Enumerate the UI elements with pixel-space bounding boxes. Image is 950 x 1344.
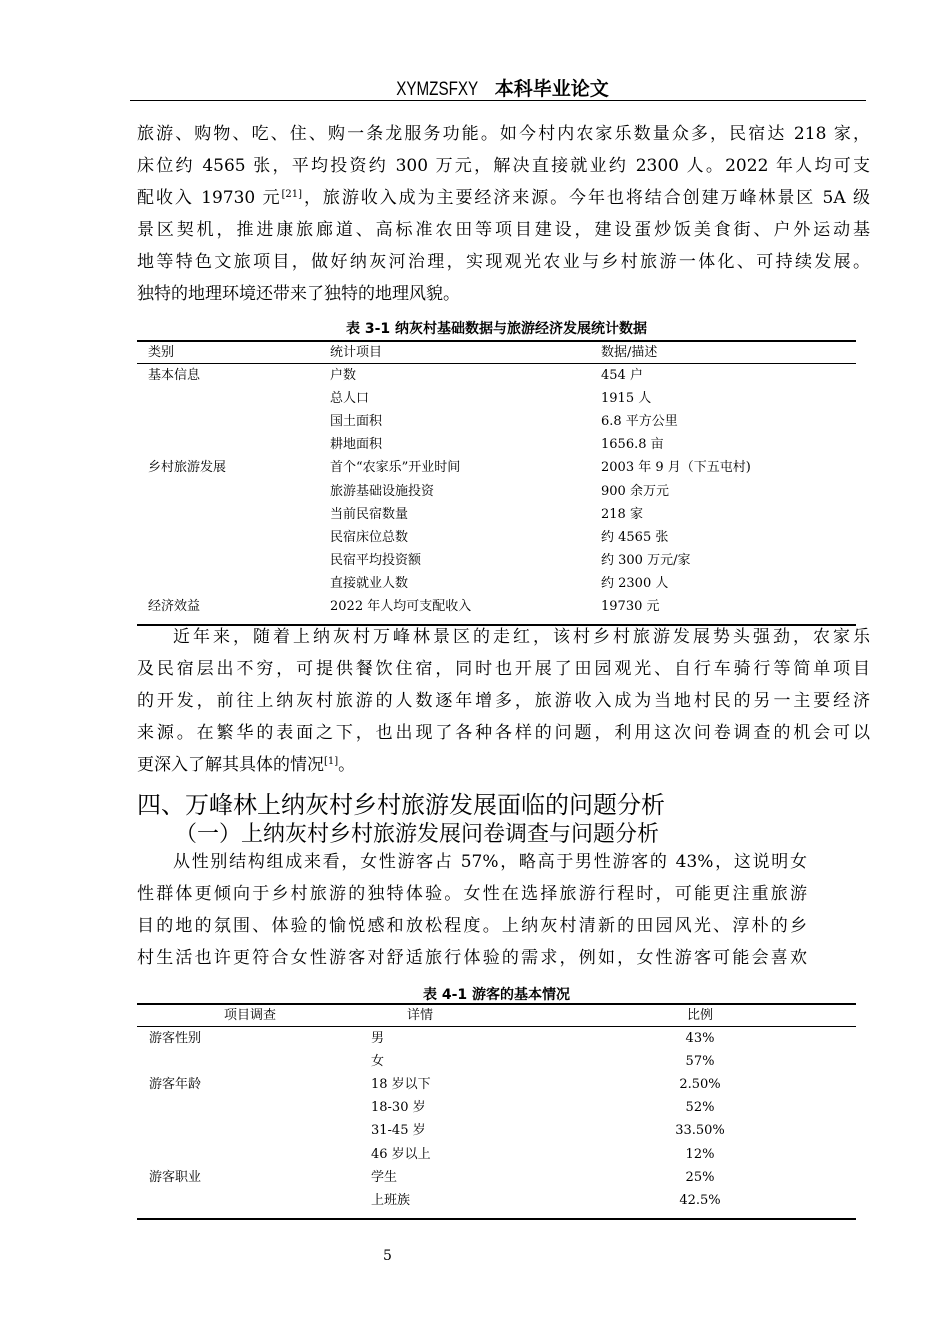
text-line (137, 755, 870, 775)
table-header-cell: 数据/描述 (601, 345, 658, 360)
table-cell: 18-30 岁 (371, 1100, 426, 1116)
table-cell: 25% (685, 1169, 715, 1185)
table-cell: 当前民宿数量 (330, 506, 409, 522)
table-cell: 经济效益 (148, 599, 201, 614)
table-cell: 游客性别 (149, 1031, 202, 1046)
table-header-cell: 详情 (406, 1008, 433, 1023)
table-cell: 民宿平均投资额 (330, 552, 422, 568)
header-latin: XYMZSFXY (396, 79, 479, 100)
table-cell: 33.50% (675, 1123, 725, 1139)
text-line: 床位约 4565 张，平均投资约 300 万元，解决直接就业约 2300 人。2022 年人均可支 (137, 156, 870, 176)
text-line: 村生活也许更符合女性游客对舒适旅行体验的需求，例如，女性游客可能会喜欢 (137, 948, 807, 968)
text-line: 性群体更倾向于乡村旅游的独特体验。女性在选择旅游行程时，可能更注重旅游 (137, 884, 807, 904)
table-cell: 直接就业人数 (330, 575, 409, 591)
table-header-rule (137, 363, 856, 364)
table-cell: 42.5% (679, 1192, 721, 1208)
text-segment: 。 (338, 755, 356, 775)
table-cell: 900 余万元 (601, 483, 669, 499)
table-cell: 19730 元 (601, 599, 660, 614)
text-line: 来源。在繁华的表面之下，也出现了各种各样的问题，利用这次问卷调查的机会可以 (137, 723, 870, 743)
table-cell: 上班族 (371, 1192, 411, 1208)
table-cell: 43% (685, 1031, 715, 1046)
table-cell: 学生 (371, 1169, 398, 1185)
table-cell: 454 户 (601, 368, 643, 383)
table-cell: 总人口 (330, 391, 370, 407)
text-line: 景区契机，推进康旅廊道、高标准农田等项目建设，建设蛋炒饭美食街、户外运动基 (137, 220, 870, 240)
text-line: 旅游、购物、吃、住、购一条龙服务功能。如今村内农家乐数量众多，民宿达 218 家， (137, 124, 870, 144)
text-line: 独特的地理环境还带来了独特的地理风貌。 (137, 284, 460, 304)
table-cell: 女 (371, 1054, 385, 1070)
text-line: 从性别结构组成来看，女性游客占 57%，略高于男性游客的 43%，这说明女 (173, 852, 807, 872)
section-heading: 四、万峰林上纳灰村乡村旅游发展面临的问题分析 (137, 791, 665, 819)
table-cell: 18 岁以下 (371, 1077, 431, 1093)
table-top-rule (137, 1003, 856, 1005)
table-cell: 首个“农家乐”开业时间 (330, 460, 461, 476)
table-cell: 52% (685, 1100, 715, 1116)
table-cell: 2022 年人均可支配收入 (330, 599, 472, 614)
citation: [1] (324, 756, 339, 767)
text-line: 及民宿层出不穷，可提供餐饮住宿，同时也开展了田园观光、自行车骑行等简单项目 (137, 659, 870, 679)
page-header (130, 74, 865, 101)
header-title: 本科毕业论文 (494, 78, 609, 100)
table-cell: 户数 (330, 368, 357, 383)
table-cell: 乡村旅游发展 (148, 460, 227, 476)
table-cell: 31-45 岁 (371, 1123, 426, 1139)
text-segment: 更深入了解其具体的情况 (137, 755, 324, 775)
table-cell: 6.8 平方公里 (601, 414, 678, 430)
text-line: 地等特色文旅项目，做好纳灰河治理，实现观光农业与乡村旅游一体化、可持续发展。 (137, 252, 870, 272)
table-header-cell: 比例 (686, 1008, 713, 1023)
table-cell: 12% (685, 1146, 715, 1162)
table-header-cell: 类别 (148, 345, 175, 360)
subsection-heading: （一）上纳灰村乡村旅游发展问卷调查与问题分析 (175, 822, 660, 847)
table-header-cell: 统计项目 (330, 345, 383, 360)
table-cell: 57% (685, 1054, 715, 1070)
table-caption: 表 4-1 游客的基本情况 (422, 987, 571, 1003)
table-cell: 2003 年 9 月（下五屯村) (601, 460, 751, 476)
table-cell: 耕地面积 (330, 437, 383, 453)
table-bottom-rule (137, 1218, 856, 1220)
table-cell: 2.50% (679, 1077, 721, 1093)
table-cell: 游客年龄 (149, 1077, 202, 1093)
text-segment: 配收入 19730 元 (137, 188, 282, 208)
citation: [21] (281, 189, 303, 200)
table-cell: 218 家 (601, 506, 643, 522)
table-cell: 46 岁以上 (371, 1146, 431, 1162)
text-line: 的开发，前往上纳灰村旅游的人数逐年增多，旅游收入成为当地村民的另一主要经济 (137, 691, 870, 711)
table-cell: 旅游基础设施投资 (330, 483, 435, 499)
table-header-rule (137, 1026, 856, 1027)
table-cell: 约 2300 人 (601, 575, 669, 591)
table-cell: 游客职业 (149, 1169, 202, 1185)
table-cell: 约 4565 张 (601, 529, 669, 545)
table-cell: 民宿床位总数 (330, 529, 409, 545)
table-cell: 1915 人 (601, 391, 652, 407)
table-top-rule (137, 340, 856, 342)
table-cell: 男 (371, 1031, 385, 1046)
table-cell: 国土面积 (330, 414, 383, 430)
table-header-cell: 项目调查 (223, 1008, 276, 1023)
text-line: 近年来，随着上纳灰村万峰林景区的走红，该村乡村旅游发展势头强劲，农家乐 (173, 627, 870, 647)
table-cell: 基本信息 (148, 368, 201, 383)
text-segment: ，旅游收入成为主要经济来源。今年也将结合创建万峰林景区 5A 级 (302, 188, 870, 208)
header-rule (130, 100, 866, 101)
table-bottom-rule (137, 624, 856, 626)
text-line: 目的地的氛围、体验的愉悦感和放松程度。上纳灰村清新的田园风光、淳朴的乡 (137, 916, 807, 936)
table-caption: 表 3-1 纳灰村基础数据与旅游经济发展统计数据 (345, 321, 648, 337)
table-cell: 1656.8 亩 (601, 437, 664, 453)
page-number: 5 (383, 1248, 392, 1264)
table-cell: 约 300 万元/家 (601, 552, 691, 568)
text-line (137, 188, 870, 208)
